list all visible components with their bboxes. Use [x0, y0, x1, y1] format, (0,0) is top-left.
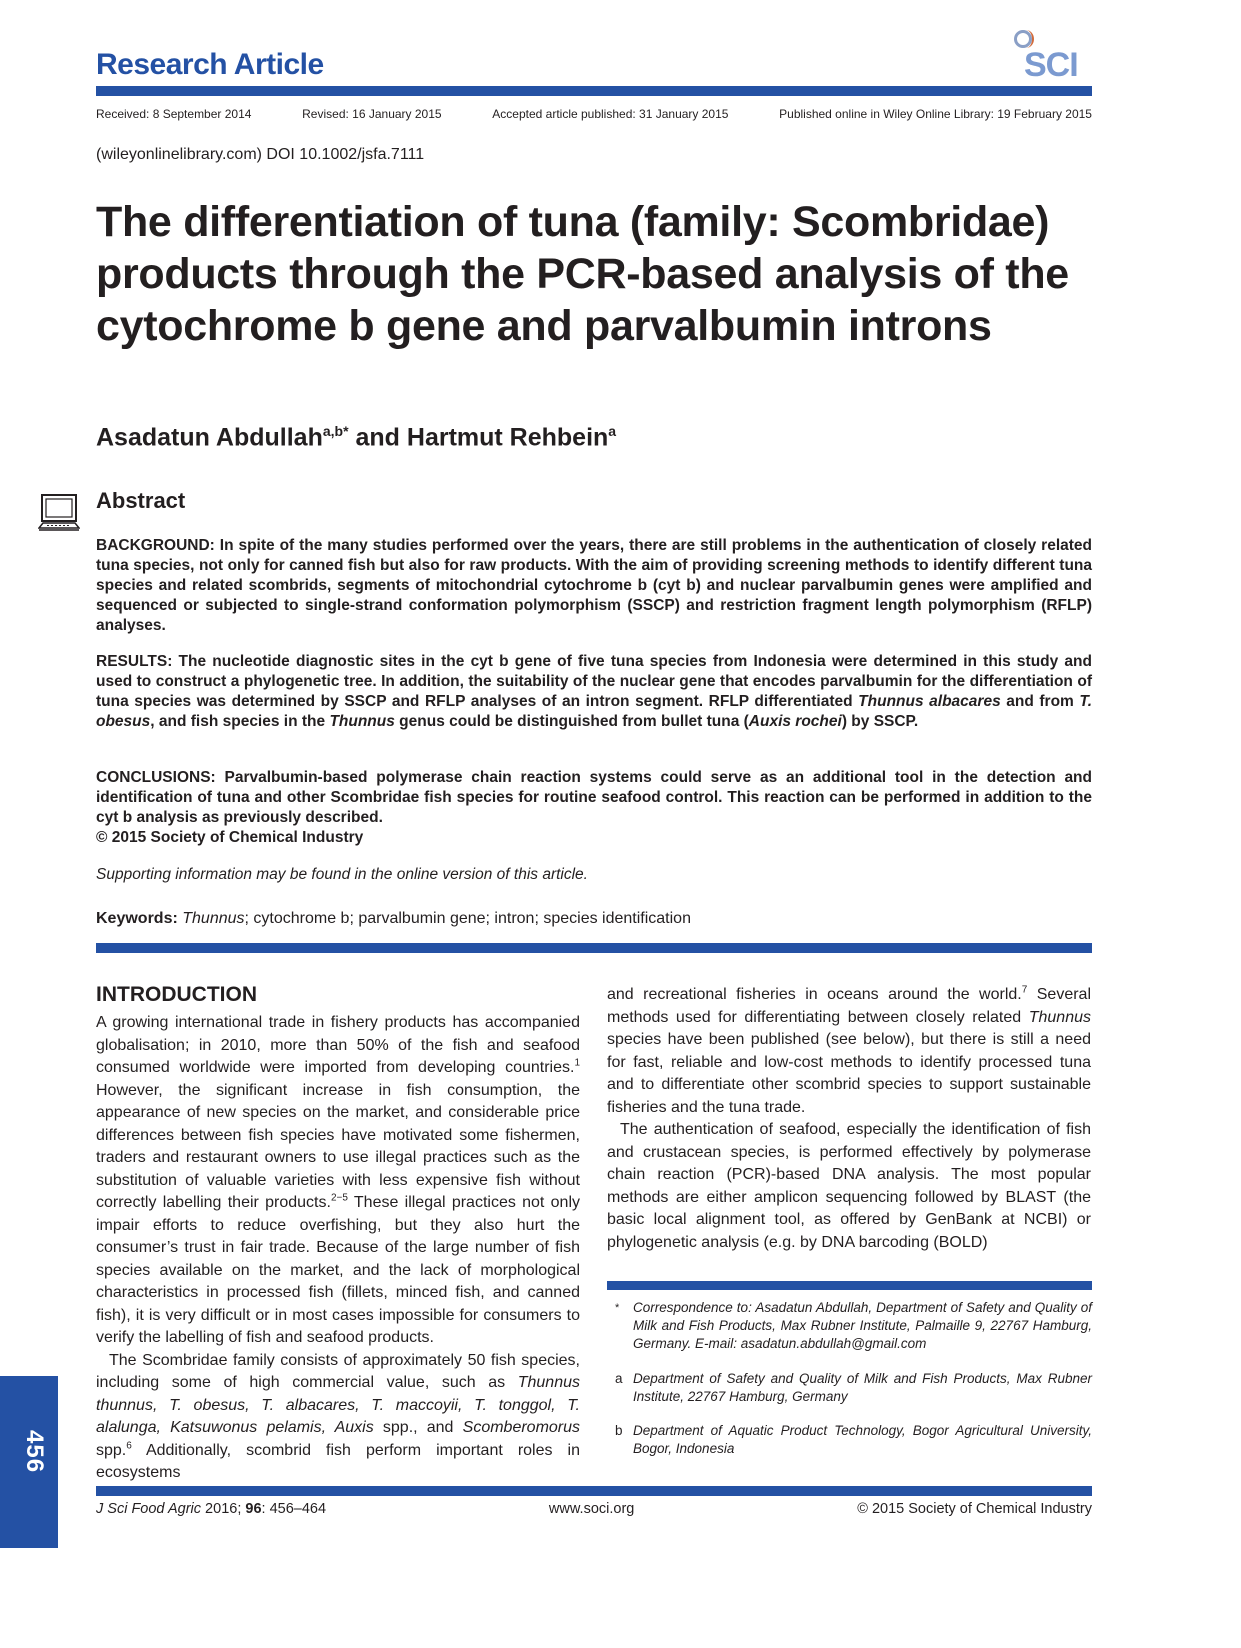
body-text: spp. [96, 1441, 127, 1459]
body-text: However, the significant increase in fish consumption, the appearance of new species on the market, and considerable price differences between fish species have motivated some fishermen, traders and restaurant owners to use illegal practices such as the substitution of valuable varieties with less expensive fish without correctly labelling their products. [96, 1081, 580, 1211]
author-affiliation: a [608, 423, 617, 439]
species-list: Thunnus thunnus, T. obesus, T. albacares, T. maccoyii, T. tonggol, T. alalunga, Katsuwonus pelamis, Auxis [96, 1374, 580, 1436]
section-label: Research Article [96, 48, 324, 81]
journal-volume: 96 [245, 1501, 262, 1517]
author-list [96, 423, 616, 452]
results-text: and from [1000, 693, 1080, 710]
background-text: In spite of the many studies performed over the years, there are still problems in the authentication of closely related tuna species, not only for canned fish but also for raw products. With the aim of providing screening methods to identify different tuna species and related scombrids, segments of mitochondrial cytochrome b (cyt b) and nuclear parvalbumin genes were amplified and sequenced or subjected to single-strand conformation polymorphism (SSCP) and restriction fragment length polymorphism (RFLP) analyses. [96, 537, 1092, 634]
date-accepted: Accepted article published: 31 January 2015 [492, 107, 729, 121]
citation-ref[interactable]: 6 [126, 1440, 132, 1452]
intro-paragraph-2-continued [607, 984, 1091, 1119]
genus-name: Thunnus [1028, 1008, 1091, 1026]
results-text: ) by SSCP. [841, 713, 919, 730]
intro-paragraph-2 [96, 1350, 580, 1485]
footer-copyright: © 2015 Society of Chemical Industry [857, 1501, 1092, 1517]
intro-paragraph-1 [96, 1012, 580, 1350]
body-text: Several methods used for differentiating between closely related [607, 986, 1092, 1026]
author-affiliation: a,b* [322, 423, 349, 439]
footnote-affiliation-b [607, 1422, 1092, 1458]
results-text: genus could be distinguished from bullet tuna ( [394, 713, 749, 730]
page-footer [96, 1501, 1092, 1517]
footnote-text: Department of Aquatic Product Technology, Bogor Agricultural University, Bogor, Indonesia [633, 1423, 1092, 1456]
footer-rule [96, 1486, 1092, 1496]
header-rule [96, 86, 1092, 96]
doi-line[interactable]: (wileyonlinelibrary.com) DOI 10.1002/jsfa.7111 [96, 146, 425, 163]
body-text: These illegal practices not only impair efforts to reduce overfishing, but they also hurt the consumer’s trust in fair trade. Because of the large number of fish species available on the market, and the lack of morphological characteristics in processed fish (fillets, minced fish, and canned fish), it is very difficult or in most cases impossible for consumers to verify the labelling of fish and seafood products. [96, 1194, 581, 1346]
genus-name: Thunnus [329, 713, 395, 730]
background-label: BACKGROUND: [96, 537, 215, 554]
sci-logo [1010, 28, 1094, 84]
footnote-mark: b [615, 1423, 623, 1438]
footnote-text: Correspondence to: Asadatun Abdullah, Department of Safety and Quality of Milk and Fish Products, Max Rubner Institute, Palmaille 9, 22767 Hamburg, Germany. E-mail: asadatun.abdullah@gmail.com [633, 1300, 1092, 1351]
abstract-results [96, 652, 1092, 732]
footnote-correspondence [607, 1299, 1092, 1353]
journal-pages: : 456–464 [261, 1501, 327, 1517]
article-dates [96, 107, 1092, 121]
date-published: Published online in Wiley Online Library: 19 February 2015 [779, 107, 1092, 121]
introduction-heading: INTRODUCTION [96, 983, 257, 1006]
author-name: Hartmut Rehbein [406, 423, 609, 452]
footnote-text: Department of Safety and Quality of Milk and Fish Products, Max Rubner Institute, 22767 Hamburg, Germany [633, 1371, 1092, 1404]
species-name: Auxis rochei [748, 713, 842, 730]
date-revised: Revised: 16 January 2015 [302, 107, 442, 121]
body-text: The Scombridae family consists of approximately 50 fish species, including some of high commercial value, such as [96, 1351, 580, 1391]
keyword-list: ; cytochrome b; parvalbumin gene; intron; species identification [244, 910, 691, 927]
journal-year: 2016; [201, 1501, 246, 1517]
conclusions-label: CONCLUSIONS: [96, 769, 216, 786]
results-text: , and fish species in the [150, 713, 330, 730]
body-text: Additionally, scombrid fish perform important roles in ecosystems [96, 1441, 580, 1481]
abstract-heading: Abstract [96, 488, 186, 513]
intro-column-left [96, 1012, 580, 1485]
abstract-copyright: © 2015 Society of Chemical Industry [96, 829, 364, 846]
author-joiner: and [348, 423, 407, 452]
citation-ref[interactable]: 1 [574, 1057, 580, 1069]
species-name: T. obesus [96, 693, 1093, 730]
author-name: Asadatun Abdullah [96, 423, 323, 452]
date-received: Received: 8 September 2014 [96, 107, 252, 121]
page-number-tab [0, 1376, 58, 1548]
citation-ref[interactable]: 7 [1021, 984, 1028, 996]
logo-text: SCI [1024, 46, 1078, 84]
keywords-label: Keywords: [96, 910, 178, 927]
body-text: spp., and [373, 1419, 463, 1436]
abstract-rule [96, 943, 1092, 953]
footnote-mark: * [615, 1302, 620, 1314]
supporting-info-note: Supporting information may be found in the online version of this article. [96, 866, 588, 883]
website-link[interactable]: www.soci.org [548, 1501, 635, 1517]
abstract-background [96, 536, 1092, 636]
journal-name: J Sci Food Agric [96, 1501, 202, 1517]
page-number: 456 [21, 1430, 48, 1474]
article-title: The differentiation of tuna (family: Scombridae) products through the PCR-based analysis of the cytochrome b gene and parvalbumin introns [96, 198, 1069, 350]
laptop-icon [38, 494, 80, 534]
species-name: Thunnus albacares [858, 693, 1001, 710]
intro-column-right [607, 984, 1091, 1254]
abstract-conclusions [96, 768, 1092, 848]
body-text: and recreational fisheries in oceans around the world. [607, 986, 1022, 1003]
conclusions-text: Parvalbumin-based polymerase chain reaction systems could serve as an additional tool in the detection and identification of tuna and other Scombridae fish species for routine seafood control. This reaction can be performed in addition to the cyt b analysis as previously described. [96, 769, 1092, 826]
body-text: A growing international trade in fishery products has accompanied globalisation; in 2010, more than 50% of the fish and seafood consumed worldwide were imported from developing countries. [96, 1014, 580, 1076]
journal-citation [96, 1501, 326, 1517]
footnote-affiliation-a [607, 1370, 1092, 1406]
body-text: species have been published (see below), but there is still a need for fast, reliable and low-cost methods to identify processed tuna and to differentiate other scombrid species to support sustainable fisheries and the tuna trade. [607, 1031, 1091, 1116]
genus-name: Scomberomorus [462, 1419, 581, 1436]
results-text: The nucleotide diagnostic sites in the cyt b gene of five tuna species from Indonesia were determined in this study and used to construct a phylogenetic tree. In addition, the suitability of the nuclear gene that encodes parvalbumin for the differentiation of tuna species was determined by SSCP and RFLP analyses of an intron segment. RFLP differentiated [96, 653, 1092, 710]
citation-ref[interactable]: 2−5 [330, 1192, 348, 1204]
keywords [96, 910, 691, 928]
intro-paragraph-3: The authentication of seafood, especially the identification of fish and crustacean species, is performed effectively by polymerase chain reaction (PCR)-based DNA analysis. The most popular methods are either amplicon sequencing followed by BLAST (the basic local alignment tool, as offered by GenBank at NCBI) or phylogenetic analysis (e.g. by DNA barcoding (BOLD) [607, 1121, 1091, 1251]
footnote-mark: a [615, 1371, 623, 1386]
results-label: RESULTS: [96, 653, 173, 670]
keyword-genus: Thunnus [182, 910, 245, 927]
footnote-rule [607, 1281, 1092, 1290]
